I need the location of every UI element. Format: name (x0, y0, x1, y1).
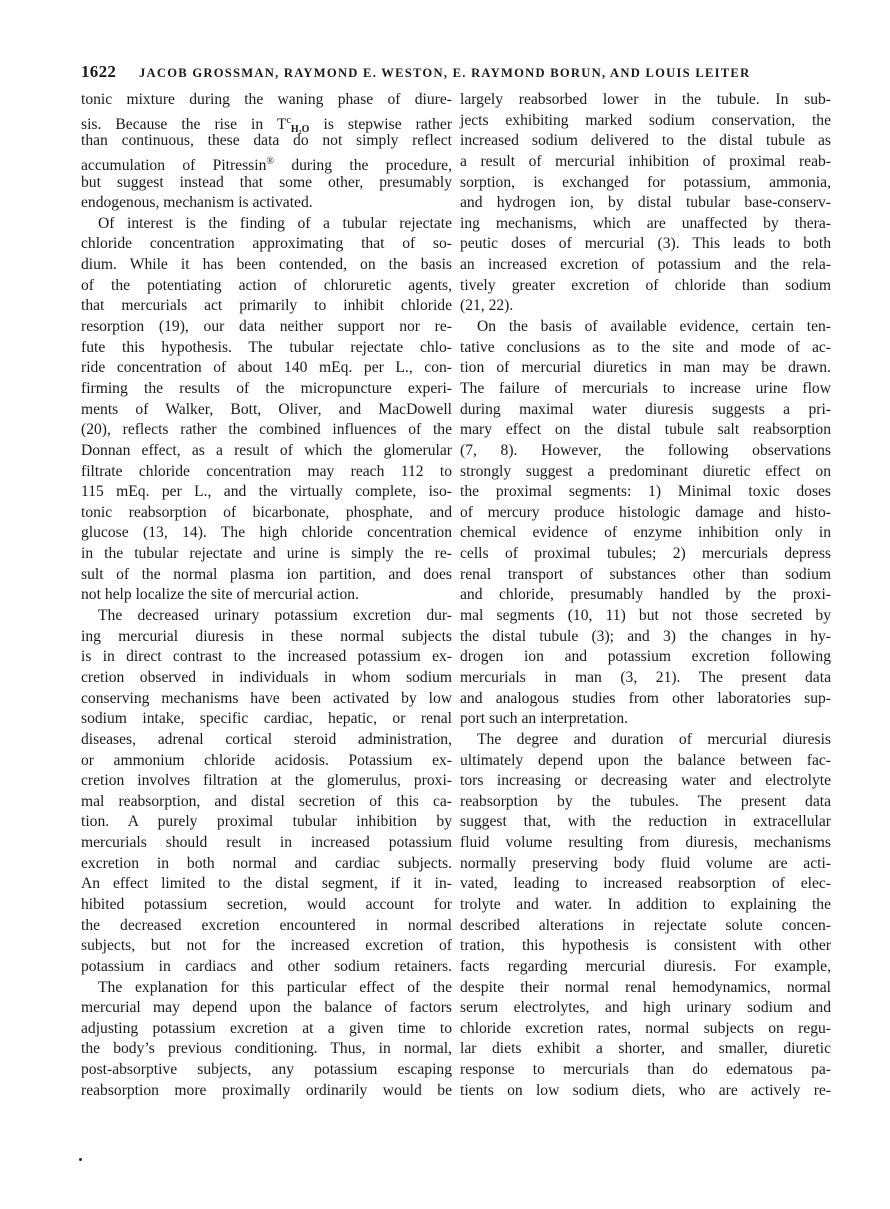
text-line: hibited potassium secretion, would account for (81, 895, 452, 913)
text-line: tonic reabsorption of bicarbonate, phosphate, and (81, 503, 452, 521)
text-line: response to mercurials than do edematous pa- (460, 1061, 831, 1079)
text-line (81, 111, 453, 135)
text-line: despite their normal renal hemodynamics, normal (460, 978, 831, 996)
text-line: not help localize the site of mercurial action. (81, 586, 359, 604)
text-line: ultimately depend upon the balance between fac- (460, 751, 831, 769)
author-line: JACOB GROSSMAN, RAYMOND E. WESTON, E. RAYMOND BORUN, AND LOUIS LEITER (139, 66, 751, 80)
text-line: cretion observed in individuals in whom sodium (81, 668, 452, 686)
text-line: but suggest instead that some other, presumably (81, 173, 452, 191)
text-line: sorption, is exchanged for potassium, ammonia, (460, 173, 831, 191)
text-line: serum electrolytes, and high urinary sodium and (460, 999, 831, 1017)
text-line: that mercurials act primarily to inhibit chloride (81, 297, 452, 315)
text-line: conserving mechanisms have been activated by low (81, 689, 452, 707)
text-fragment: accumulation of Pitressin (81, 156, 267, 174)
text-line: of mercury produce histologic damage and histo- (460, 503, 831, 521)
text-line: vated, leading to increased reabsorption of elec- (460, 875, 831, 893)
text-line: lar diets exhibit a shorter, and smaller, diuretic (460, 1040, 831, 1058)
running-header (81, 62, 841, 86)
text-line: the proximal segments: 1) Minimal toxic doses (460, 483, 831, 501)
text-fragment: during the procedure, (273, 156, 452, 174)
text-line: the decreased excretion encountered in normal (81, 916, 452, 934)
text-line: Of interest is the finding of a tubular rejectate (98, 214, 452, 232)
text-fragment: is stepwise rather (309, 115, 453, 133)
text-line: excretion in both normal and cardiac subjects. (81, 854, 452, 872)
text-line (81, 152, 452, 173)
text-line: and analogous studies from other laboratories sup- (460, 689, 831, 707)
text-line: potassium in cardiacs and other sodium retainers. (81, 957, 452, 975)
text-fragment: sis. Because the rise in T (81, 115, 287, 133)
text-line: mary effect on the distal tubule salt reabsorption (460, 421, 831, 439)
text-line: during maximal water diuresis suggests a pri- (460, 400, 831, 418)
text-line: tonic mixture during the waning phase of diure- (81, 91, 452, 108)
text-line: mal reabsorption, and distal secretion of this ca- (81, 792, 452, 810)
text-line: an increased excretion of potassium and the rela- (460, 256, 831, 274)
superscript: c (286, 114, 291, 126)
text-line: firming the results of the micropuncture experi- (81, 379, 452, 397)
text-line: trolyte and water. In addition to explaining the (460, 895, 831, 913)
text-line: jects exhibiting marked sodium conservation, the (460, 111, 831, 129)
text-line: ing mercurial diuresis in these normal subjects (81, 627, 452, 645)
text-line: diseases, adrenal cortical steroid administration, (81, 730, 452, 748)
text-line: 115 mEq. per L., and the virtually complete, iso- (81, 483, 452, 501)
left-text-column (81, 90, 452, 1101)
text-line: tration, this hypothesis is consistent with other (460, 937, 831, 955)
text-line: subjects, but not for the increased excretion of (81, 937, 452, 955)
text-line: ing mechanisms, which are unaffected by thera- (460, 214, 831, 232)
text-line: The failure of mercurials to increase urine flow (460, 379, 831, 397)
right-text-column (460, 90, 831, 1101)
text-line: largely reabsorbed lower in the tubule. In sub- (460, 91, 831, 108)
text-line: in the tubular rejectate and urine is simply the re- (81, 545, 452, 563)
text-line: tion of mercurial diuretics in man may be drawn. (460, 359, 831, 377)
text-line: sult of the normal plasma ion partition, and does (81, 565, 452, 583)
text-line: cretion involves filtration at the glomerulus, proxi- (81, 772, 452, 790)
text-line: fluid volume resulting from diuresis, mechanisms (460, 834, 831, 852)
text-line: and chloride, presumably handled by the proxi- (460, 586, 831, 604)
text-line: An effect limited to the distal segment, if it in- (81, 875, 452, 893)
superscript: ® (266, 155, 274, 167)
text-line: chloride concentration approximating that of so- (81, 235, 452, 253)
scan-speck (79, 1158, 82, 1161)
text-line: is in direct contrast to the increased potassium ex- (81, 648, 452, 666)
text-line: suggest that, with the reduction in extracellular (460, 813, 831, 831)
text-line: and hydrogen ion, by distal tubular base-conserv- (460, 194, 831, 212)
text-line: than continuous, these data do not simply reflect (81, 132, 452, 150)
text-line: post-absorptive subjects, any potassium escaping (81, 1061, 452, 1079)
text-line: tients on low sodium diets, who are actively re- (460, 1081, 831, 1099)
text-line: a result of mercurial inhibition of proximal reab- (460, 152, 831, 170)
text-line: (7, 8). However, the following observations (460, 441, 831, 459)
text-line: peutic doses of mercurial (3). This leads to both (460, 235, 831, 253)
text-line: cells of proximal tubules; 2) mercurials depress (460, 545, 831, 563)
text-line: drogen ion and potassium excretion following (460, 648, 831, 666)
text-line: On the basis of available evidence, certain ten- (477, 318, 831, 336)
text-line: reabsorption more proximally ordinarily would be (81, 1081, 452, 1099)
text-line: tion. A purely proximal tubular inhibition by (81, 813, 452, 831)
text-line: filtrate chloride concentration may reach 112 to (81, 462, 452, 480)
text-line: increased sodium delivered to the distal tubule as (460, 132, 831, 150)
text-line: reabsorption by the tubules. The present data (460, 792, 831, 810)
text-line: ride concentration of about 140 mEq. per L., con- (81, 359, 452, 377)
text-line: mal segments (10, 11) but not those secreted by (460, 607, 831, 625)
text-line: tively greater excretion of chloride than sodium (460, 276, 831, 294)
text-line: facts regarding mercurial diuresis. For example, (460, 957, 831, 975)
text-line: chloride excretion rates, normal subjects on regu- (460, 1019, 831, 1037)
text-line: ments of Walker, Bott, Oliver, and MacDowell (81, 400, 452, 418)
text-line: normally preserving body fluid volume are acti- (460, 854, 831, 872)
text-line: adjusting potassium excretion at a given time to (81, 1019, 452, 1037)
subscript: H₂O (290, 123, 310, 135)
text-line: The explanation for this particular effect of the (98, 978, 452, 996)
text-line: renal transport of substances other than sodium (460, 565, 831, 583)
text-line: strongly suggest a predominant diuretic effect on (460, 462, 831, 480)
text-line: mercurials in man (3, 21). The present data (460, 668, 831, 686)
text-line: dium. While it has been contended, on the basis (81, 256, 452, 274)
text-line: of the potentiating action of chloruretic agents, (81, 276, 452, 294)
text-line: chemical evidence of enzyme inhibition only in (460, 524, 831, 542)
text-line: glucose (13, 14). The high chloride concentration (81, 524, 452, 542)
text-line: the body’s previous conditioning. Thus, in normal, (81, 1040, 452, 1058)
text-line: port such an interpretation. (460, 710, 629, 728)
text-line: resorption (19), our data neither support nor re- (81, 318, 452, 336)
text-line: or ammonium chloride acidosis. Potassium ex- (81, 751, 452, 769)
text-line: mercurials should result in increased potassium (81, 834, 452, 852)
text-line: described alterations in rejectate solute concen- (460, 916, 831, 934)
text-line: tative conclusions as to the site and mode of ac- (460, 338, 831, 356)
text-line: The decreased urinary potassium excretion dur- (98, 607, 452, 625)
text-line: endogenous, mechanism is activated. (81, 194, 313, 212)
text-line: sodium intake, specific cardiac, hepatic, or renal (81, 710, 452, 728)
text-line: Donnan effect, as a result of which the glomerular (81, 441, 452, 459)
text-line: fute this hypothesis. The tubular rejectate chlo- (81, 338, 452, 356)
text-line: mercurial may depend upon the balance of factors (81, 999, 452, 1017)
text-line: (21, 22). (460, 297, 514, 315)
text-line: The degree and duration of mercurial diuresis (477, 730, 831, 748)
page-number: 1622 (81, 62, 117, 81)
text-line: (20), reflects rather the combined influences of the (81, 421, 452, 439)
text-line: tors increasing or decreasing water and electrolyte (460, 772, 831, 790)
text-line: the distal tubule (3); and 3) the changes in hy- (460, 627, 831, 645)
